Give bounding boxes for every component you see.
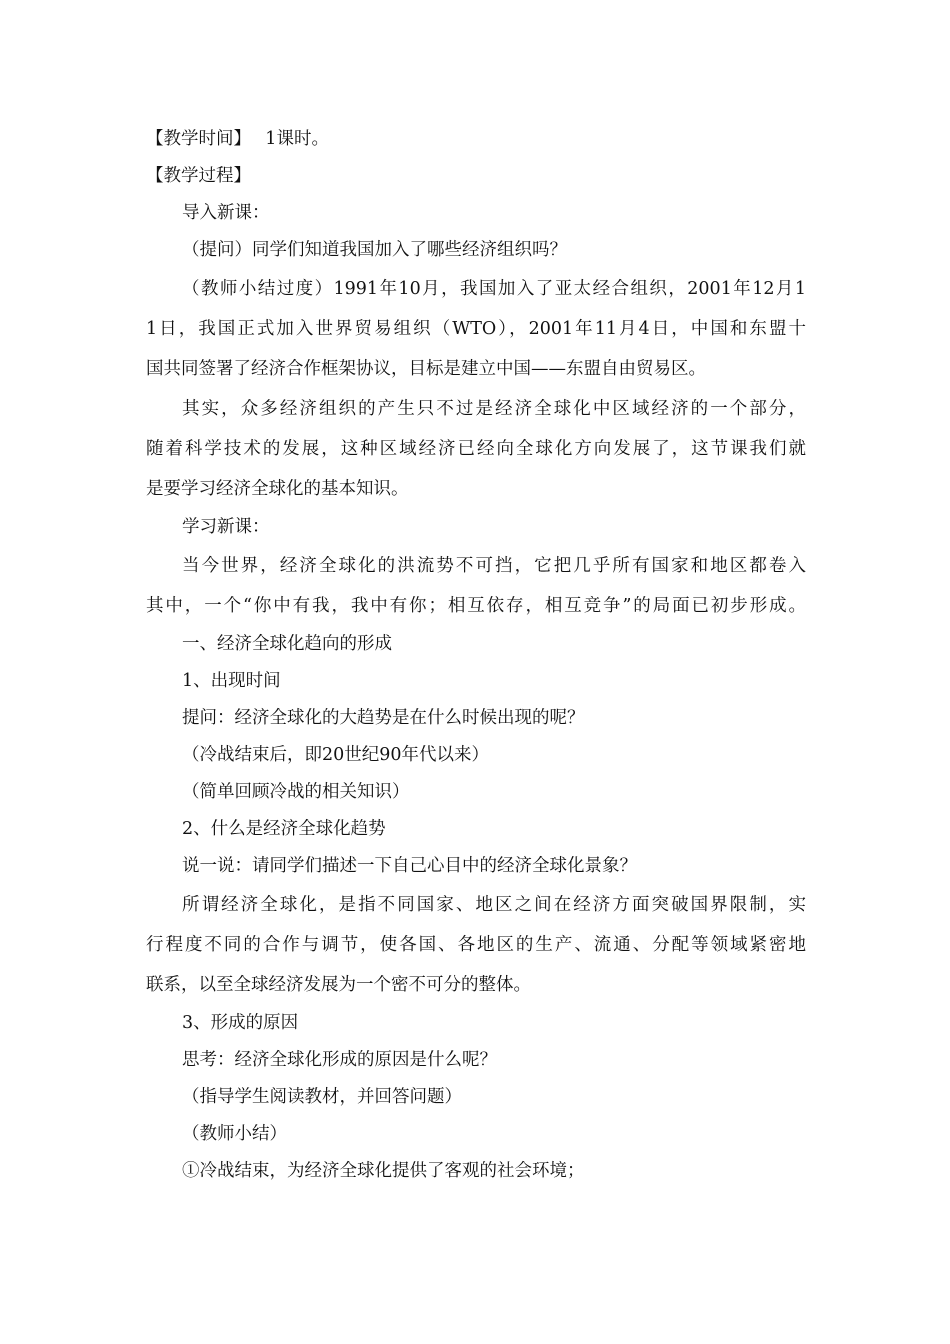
answer-1-line: （冷战结束后，即20世纪90年代以来） [182,745,490,765]
paragraph-1-line-1: 其实，众多经济组织的产生只不过是经济全球化中区域经济的一个部分， [182,399,806,419]
subsection-1-heading: 1、出现时间 [182,671,281,691]
paragraph-1-line-2: 随着科学技术的发展，这种区域经济已经向全球化方向发展了，这节课我们就 [146,439,806,459]
think-line: 思考：经济全球化形成的原因是什么呢？ [182,1050,497,1070]
subsection-3-heading: 3、形成的原因 [182,1013,299,1033]
document-body [146,121,806,1190]
paragraph-1-line-3: 是要学习经济全球化的基本知识。 [146,479,409,499]
teaching-process-heading: 【教学过程】 [146,166,251,186]
summary-line-3: 国共同签署了经济合作框架协议，目标是建立中国——东盟自由贸易区。 [146,359,706,379]
paragraph-2-line-2: 其中，一个“你中有我，我中有你；相互依存，相互竞争”的局面已初步形成。 [146,596,806,616]
paragraph-2-line-1: 当今世界，经济全球化的洪流势不可挡，它把几乎所有国家和地区都卷入 [182,556,806,576]
question-line: （提问）同学们知道我国加入了哪些经济组织吗？ [182,240,567,260]
summary-line-2: 1日，我国正式加入世界贸易组织（WTO），2001年11月4日，中国和东盟十 [146,319,806,339]
reason-1-line: ①冷战结束，为经济全球化提供了客观的社会环境； [182,1161,585,1181]
summary-line-1: （教师小结过度）1991年10月，我国加入了亚太经合组织，2001年12月1 [182,279,806,299]
review-line: （简单回顾冷战的相关知识） [182,782,410,802]
teacher-summary-line: （教师小结） [182,1124,287,1144]
definition-line-2: 行程度不同的合作与调节，使各国、各地区的生产、流通、分配等领域紧密地 [146,935,806,955]
guide-line: （指导学生阅读教材，并回答问题） [182,1087,462,1107]
new-lesson-heading: 学习新课： [182,517,270,537]
subsection-2-heading: 2、什么是经济全球化趋势 [182,819,386,839]
section-1-heading: 一、经济全球化趋向的形成 [182,634,392,654]
question-2-line: 提问：经济全球化的大趋势是在什么时候出现的呢？ [182,708,585,728]
definition-line-3: 联系，以至全球经济发展为一个密不可分的整体。 [146,975,531,995]
discussion-line: 说一说：请同学们描述一下自己心目中的经济全球化景象？ [182,856,637,876]
teaching-time-line: 【教学时间】 1课时。 [146,129,329,149]
definition-line-1: 所谓经济全球化，是指不同国家、地区之间在经济方面突破国界限制，实 [182,895,806,915]
intro-heading: 导入新课： [182,203,270,223]
